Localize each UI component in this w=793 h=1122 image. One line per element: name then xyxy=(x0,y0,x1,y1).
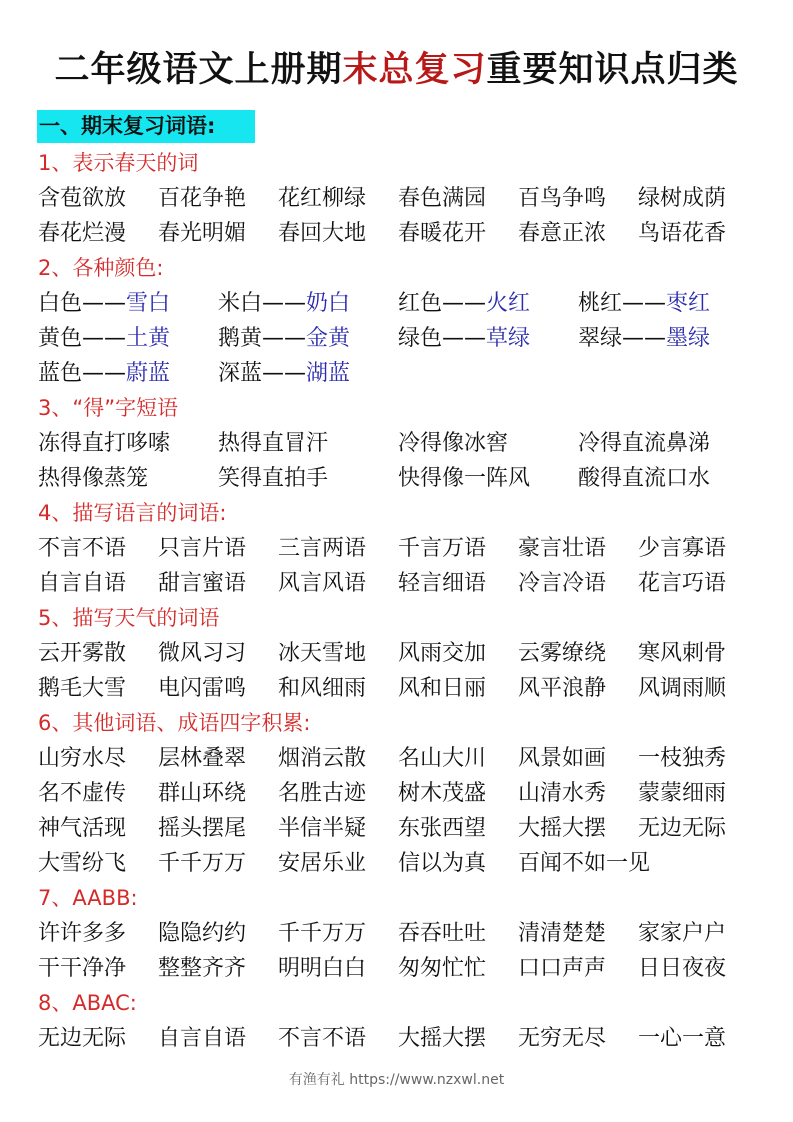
word: 大雪纷飞 xyxy=(38,851,127,876)
word-row xyxy=(38,776,778,811)
word: 风平浪静 xyxy=(518,676,607,701)
word: 层林叠翠 xyxy=(158,746,247,771)
word: 春花烂漫 xyxy=(38,221,127,246)
word: 干干净净 xyxy=(38,956,127,981)
word: 无穷无尽 xyxy=(518,1026,607,1051)
word: 少言寡语 xyxy=(638,536,727,561)
word-row xyxy=(38,566,778,601)
group-language-words xyxy=(38,496,778,601)
word: 千千万万 xyxy=(158,851,247,876)
color-row xyxy=(38,321,778,356)
word: 鸟语花香 xyxy=(638,221,727,246)
word: 冷言冷语 xyxy=(518,571,607,596)
word: 风调雨顺 xyxy=(638,676,727,701)
word: 蒙蒙细雨 xyxy=(638,781,727,806)
word: 自言自语 xyxy=(38,571,127,596)
word: 百花争艳 xyxy=(158,186,247,211)
word: 一枝独秀 xyxy=(638,746,727,771)
group-title: 6、其他词语、成语四字积累: xyxy=(38,711,311,735)
title-suffix: 重要知识点归类 xyxy=(486,50,739,90)
word-row xyxy=(38,951,778,986)
color-pair: 绿色——草绿 xyxy=(398,326,531,351)
word: 东张西望 xyxy=(398,816,487,841)
word: 甜言蜜语 xyxy=(158,571,247,596)
word: 千言万语 xyxy=(398,536,487,561)
word: 千千万万 xyxy=(278,921,367,946)
word: 风和日丽 xyxy=(398,676,487,701)
word: 家家户户 xyxy=(638,921,727,946)
word: 春色满园 xyxy=(398,186,487,211)
group-de-phrases xyxy=(38,391,778,496)
word: 摇头摆尾 xyxy=(158,816,247,841)
word-row xyxy=(38,846,778,881)
word: 不言不语 xyxy=(38,536,127,561)
group-title: 3、“得”字短语 xyxy=(38,396,179,420)
section-heading: 一、期末复习词语: xyxy=(37,110,255,143)
color-pair: 白色——雪白 xyxy=(38,291,171,316)
word: 冰天雪地 xyxy=(278,641,367,666)
word-row xyxy=(38,671,778,706)
word: 整整齐齐 xyxy=(158,956,247,981)
word: 只言片语 xyxy=(158,536,247,561)
word-row xyxy=(38,811,778,846)
word: 春光明媚 xyxy=(158,221,247,246)
word: 百鸟争鸣 xyxy=(518,186,607,211)
word: 冷得像冰窖 xyxy=(398,431,509,456)
word: 山清水秀 xyxy=(518,781,607,806)
color-pair: 鹅黄——金黄 xyxy=(218,326,351,351)
word: 群山环绕 xyxy=(158,781,247,806)
color-pair: 翠绿——墨绿 xyxy=(578,326,711,351)
group-title: 2、各种颜色: xyxy=(38,256,164,280)
word: 烟消云散 xyxy=(278,746,367,771)
word: 含苞欲放 xyxy=(38,186,127,211)
color-pair: 黄色——土黄 xyxy=(38,326,171,351)
word: 神气活现 xyxy=(38,816,127,841)
vocabulary-content xyxy=(38,146,778,1056)
word: 明明白白 xyxy=(278,956,367,981)
word: 绿树成荫 xyxy=(638,186,727,211)
word: 春意正浓 xyxy=(518,221,607,246)
word: 无边无际 xyxy=(38,1026,127,1051)
title-prefix: 二年级语文上册期 xyxy=(54,50,343,90)
group-title: 5、描写天气的词语 xyxy=(38,606,220,630)
word: 微风习习 xyxy=(158,641,247,666)
word: 一心一意 xyxy=(638,1026,727,1051)
word: 春回大地 xyxy=(278,221,367,246)
word: 寒风刺骨 xyxy=(638,641,727,666)
word: 大摇大摆 xyxy=(398,1026,487,1051)
word: 口口声声 xyxy=(518,956,607,981)
color-pair: 深蓝——湖蓝 xyxy=(218,361,351,386)
watermark: 有渔有礼 https://www.nzxwl.net xyxy=(288,1072,505,1088)
word: 山穷水尽 xyxy=(38,746,127,771)
word: 花言巧语 xyxy=(638,571,727,596)
word: 热得直冒汗 xyxy=(218,431,329,456)
word: 名胜古迹 xyxy=(278,781,367,806)
word: 风言风语 xyxy=(278,571,367,596)
word: 冷得直流鼻涕 xyxy=(578,431,711,456)
word: 不言不语 xyxy=(278,1026,367,1051)
group-title: 7、AABB: xyxy=(38,886,138,910)
word: 树木茂盛 xyxy=(398,781,487,806)
word: 冻得直打哆嗦 xyxy=(38,431,171,456)
word-row xyxy=(38,461,778,496)
word: 风雨交加 xyxy=(398,641,487,666)
word: 热得像蒸笼 xyxy=(38,466,149,491)
group-abac xyxy=(38,986,778,1056)
word-row xyxy=(38,916,778,951)
word: 大摇大摆 xyxy=(518,816,607,841)
word: 春暖花开 xyxy=(398,221,487,246)
word: 三言两语 xyxy=(278,536,367,561)
color-pair: 红色——火红 xyxy=(398,291,531,316)
word: 云雾缭绕 xyxy=(518,641,607,666)
word: 清清楚楚 xyxy=(518,921,607,946)
word-row xyxy=(38,216,778,251)
color-pair: 蓝色——蔚蓝 xyxy=(38,361,171,386)
word: 名山大川 xyxy=(398,746,487,771)
word: 花红柳绿 xyxy=(278,186,367,211)
page-title xyxy=(0,44,793,96)
title-highlight: 末总复习 xyxy=(342,50,487,90)
word: 吞吞吐吐 xyxy=(398,921,487,946)
group-weather-words xyxy=(38,601,778,706)
word: 鹅毛大雪 xyxy=(38,676,127,701)
word-row xyxy=(38,1021,778,1056)
color-row xyxy=(38,286,778,321)
word-row xyxy=(38,741,778,776)
word: 笑得直拍手 xyxy=(218,466,329,491)
word: 日日夜夜 xyxy=(638,956,727,981)
word: 匆匆忙忙 xyxy=(398,956,487,981)
word: 酸得直流口水 xyxy=(578,466,711,491)
word: 百闻不如一见 xyxy=(518,851,651,876)
word: 电闪雷鸣 xyxy=(158,676,247,701)
color-row xyxy=(38,356,778,391)
word: 信以为真 xyxy=(398,851,487,876)
group-title: 1、表示春天的词 xyxy=(38,151,199,175)
word: 安居乐业 xyxy=(278,851,367,876)
group-spring-words xyxy=(38,146,778,251)
word: 快得像一阵风 xyxy=(398,466,531,491)
group-title: 8、ABAC: xyxy=(38,991,137,1015)
group-title: 4、描写语言的词语: xyxy=(38,501,227,525)
word-row xyxy=(38,181,778,216)
word: 名不虚传 xyxy=(38,781,127,806)
word: 轻言细语 xyxy=(398,571,487,596)
word-row xyxy=(38,636,778,671)
word: 隐隐约约 xyxy=(158,921,247,946)
group-aabb xyxy=(38,881,778,986)
word: 豪言壮语 xyxy=(518,536,607,561)
color-pair: 桃红——枣红 xyxy=(578,291,711,316)
word: 无边无际 xyxy=(638,816,727,841)
word: 风景如画 xyxy=(518,746,607,771)
color-pair: 米白——奶白 xyxy=(218,291,351,316)
word-row xyxy=(38,531,778,566)
word-row xyxy=(38,426,778,461)
group-colors xyxy=(38,251,778,391)
group-idioms xyxy=(38,706,778,881)
word: 自言自语 xyxy=(158,1026,247,1051)
word: 和风细雨 xyxy=(278,676,367,701)
word: 云开雾散 xyxy=(38,641,127,666)
word: 许许多多 xyxy=(38,921,127,946)
word: 半信半疑 xyxy=(278,816,367,841)
